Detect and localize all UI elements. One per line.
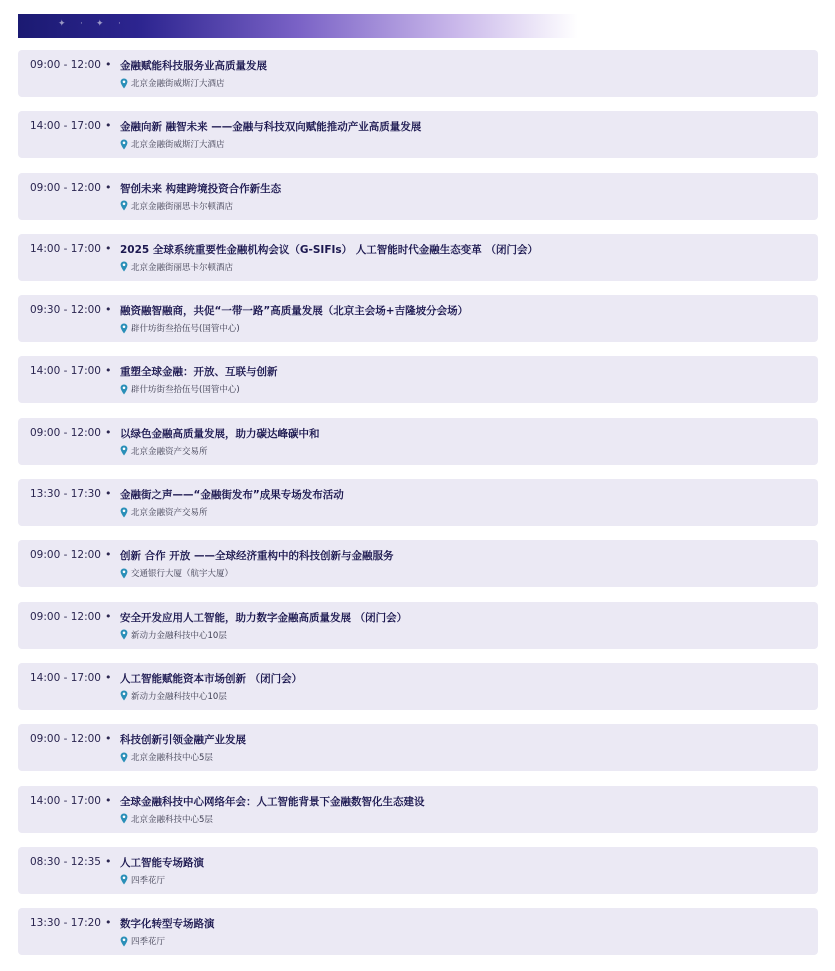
session-location-text: 新动力金融科技中心10层 — [131, 691, 227, 702]
map-pin-icon — [120, 568, 128, 579]
session-list — [18, 50, 818, 969]
session-card[interactable] — [18, 663, 818, 710]
bullet-separator: • — [105, 487, 112, 501]
sparkle-decoration: · — [118, 19, 121, 29]
session-location — [120, 629, 227, 641]
session-time: 14:00 - 17:00 — [30, 794, 101, 807]
session-location — [120, 813, 213, 825]
map-pin-icon — [120, 874, 128, 885]
session-card[interactable] — [18, 602, 818, 649]
session-location-text: 辟什坊街叁拾伍号(国管中心) — [131, 385, 240, 396]
session-card[interactable] — [18, 724, 818, 771]
session-location — [120, 445, 208, 457]
map-pin-icon — [120, 629, 128, 640]
session-location-text: 北京金融街丽思卡尔顿酒店 — [131, 201, 234, 212]
bullet-separator: • — [105, 119, 112, 133]
session-location-text: 交通银行大厦（航宇大厦） — [131, 569, 234, 580]
session-time: 09:00 - 12:00 — [30, 59, 101, 71]
map-pin-icon — [120, 445, 128, 456]
sparkle-decoration: ✦ — [96, 19, 104, 29]
bullet-separator: • — [105, 732, 112, 746]
session-location — [120, 200, 233, 212]
session-location — [120, 506, 208, 518]
session-location — [120, 138, 225, 150]
sparkle-decoration: ✦ — [58, 19, 66, 29]
map-pin-icon — [120, 507, 128, 518]
session-card[interactable] — [18, 50, 818, 97]
session-card[interactable] — [18, 908, 818, 955]
bullet-separator: • — [105, 609, 112, 623]
session-title[interactable]: 人工智能赋能资本市场创新 （闭门会） — [120, 672, 303, 685]
session-location — [120, 77, 225, 89]
session-card[interactable] — [18, 111, 818, 158]
session-title[interactable]: 科技创新引领金融产业发展 — [120, 734, 246, 747]
map-pin-icon — [120, 384, 128, 395]
bullet-separator: • — [105, 670, 112, 684]
session-location — [120, 383, 240, 395]
bullet-separator: • — [105, 854, 112, 868]
session-location — [120, 322, 240, 334]
session-title[interactable]: 创新 合作 开放 ——全球经济重构中的科技创新与金融服务 — [120, 550, 394, 563]
session-location-text: 北京金融街威斯汀大酒店 — [131, 140, 225, 151]
session-location-text: 四季花厅 — [131, 875, 166, 886]
session-location — [120, 935, 165, 947]
session-location — [120, 690, 227, 702]
session-title[interactable]: 融资融智融商，共促“一带一路”高质量发展（北京主会场+吉隆坡分会场） — [120, 305, 469, 318]
session-location-text: 北京金融科技中心5层 — [131, 814, 213, 825]
map-pin-icon — [120, 752, 128, 763]
session-card[interactable] — [18, 786, 818, 833]
map-pin-icon — [120, 813, 128, 824]
map-pin-icon — [120, 323, 128, 334]
session-title[interactable]: 全球金融科技中心网络年会：人工智能背景下金融数智化生态建设 — [120, 795, 425, 808]
session-location — [120, 567, 233, 579]
session-location — [120, 874, 165, 886]
session-time: 09:00 - 12:00 — [30, 549, 101, 562]
bullet-separator: • — [105, 241, 112, 255]
map-pin-icon — [120, 690, 128, 701]
bullet-separator: • — [105, 916, 112, 930]
session-title[interactable]: 人工智能专场路演 — [120, 856, 204, 869]
session-location-text: 北京金融街丽思卡尔顿酒店 — [131, 262, 234, 273]
session-title[interactable]: 金融向新 融智未来 ——金融与科技双向赋能推动产业高质量发展 — [120, 121, 422, 134]
session-title[interactable]: 以绿色金融高质量发展，助力碳达峰碳中和 — [120, 427, 320, 440]
session-title[interactable]: 重塑全球金融：开放、互联与创新 — [120, 366, 278, 379]
bullet-separator: • — [105, 180, 112, 194]
session-card[interactable] — [18, 540, 818, 587]
session-card[interactable] — [18, 295, 818, 342]
session-time: 14:00 - 17:00 — [30, 242, 101, 255]
session-title[interactable]: 金融街之声——“金融街发布”成果专场发布活动 — [120, 489, 344, 502]
session-time: 13:30 - 17:20 — [30, 917, 101, 930]
session-time: 09:30 - 12:00 — [30, 304, 101, 317]
map-pin-icon — [120, 78, 128, 89]
map-pin-icon — [120, 139, 128, 150]
bullet-separator: • — [105, 548, 112, 562]
session-location — [120, 261, 233, 273]
session-location-text: 新动力金融科技中心10层 — [131, 630, 227, 641]
bullet-separator: • — [105, 58, 112, 71]
session-card[interactable] — [18, 418, 818, 465]
sparkle-decoration: · — [80, 19, 83, 29]
session-card[interactable] — [18, 356, 818, 403]
map-pin-icon — [120, 936, 128, 947]
bullet-separator: • — [105, 425, 112, 439]
map-pin-icon — [120, 261, 128, 272]
bullet-separator: • — [105, 303, 112, 317]
bullet-separator: • — [105, 793, 112, 807]
session-location — [120, 751, 213, 763]
session-card[interactable] — [18, 234, 818, 281]
session-title[interactable]: 智创未来 构建跨境投资合作新生态 — [120, 182, 282, 195]
session-time: 09:00 - 12:00 — [30, 733, 101, 746]
session-time: 14:00 - 17:00 — [30, 365, 101, 378]
session-title[interactable]: 2025 全球系统重要性金融机构会议（G-SIFIs） 人工智能时代金融生态变革 （闭门会） — [120, 243, 538, 256]
session-time: 14:00 - 17:00 — [30, 120, 101, 133]
session-time: 08:30 - 12:35 — [30, 855, 101, 868]
session-card[interactable] — [18, 847, 818, 894]
session-location-text: 辟什坊街叁拾伍号(国管中心) — [131, 324, 240, 335]
session-time: 09:00 - 12:00 — [30, 181, 101, 194]
session-location-text: 北京金融资产交易所 — [131, 508, 208, 519]
bullet-separator: • — [105, 364, 112, 378]
session-time: 14:00 - 17:00 — [30, 671, 101, 684]
header-banner — [18, 14, 578, 38]
session-title[interactable]: 金融赋能科技服务业高质量发展 — [120, 60, 267, 72]
session-time: 09:00 - 12:00 — [30, 610, 101, 623]
session-title[interactable]: 安全开发应用人工智能，助力数字金融高质量发展 （闭门会） — [120, 611, 408, 624]
session-card[interactable] — [18, 479, 818, 526]
map-pin-icon — [120, 200, 128, 211]
session-time: 09:00 - 12:00 — [30, 426, 101, 439]
session-card[interactable] — [18, 173, 818, 220]
session-location-text: 北京金融街威斯汀大酒店 — [131, 79, 225, 89]
session-location-text: 北京金融科技中心5层 — [131, 753, 213, 764]
session-location-text: 北京金融资产交易所 — [131, 446, 208, 457]
session-title[interactable]: 数字化转型专场路演 — [120, 918, 215, 931]
session-location-text: 四季花厅 — [131, 937, 166, 948]
session-time: 13:30 - 17:30 — [30, 488, 101, 501]
